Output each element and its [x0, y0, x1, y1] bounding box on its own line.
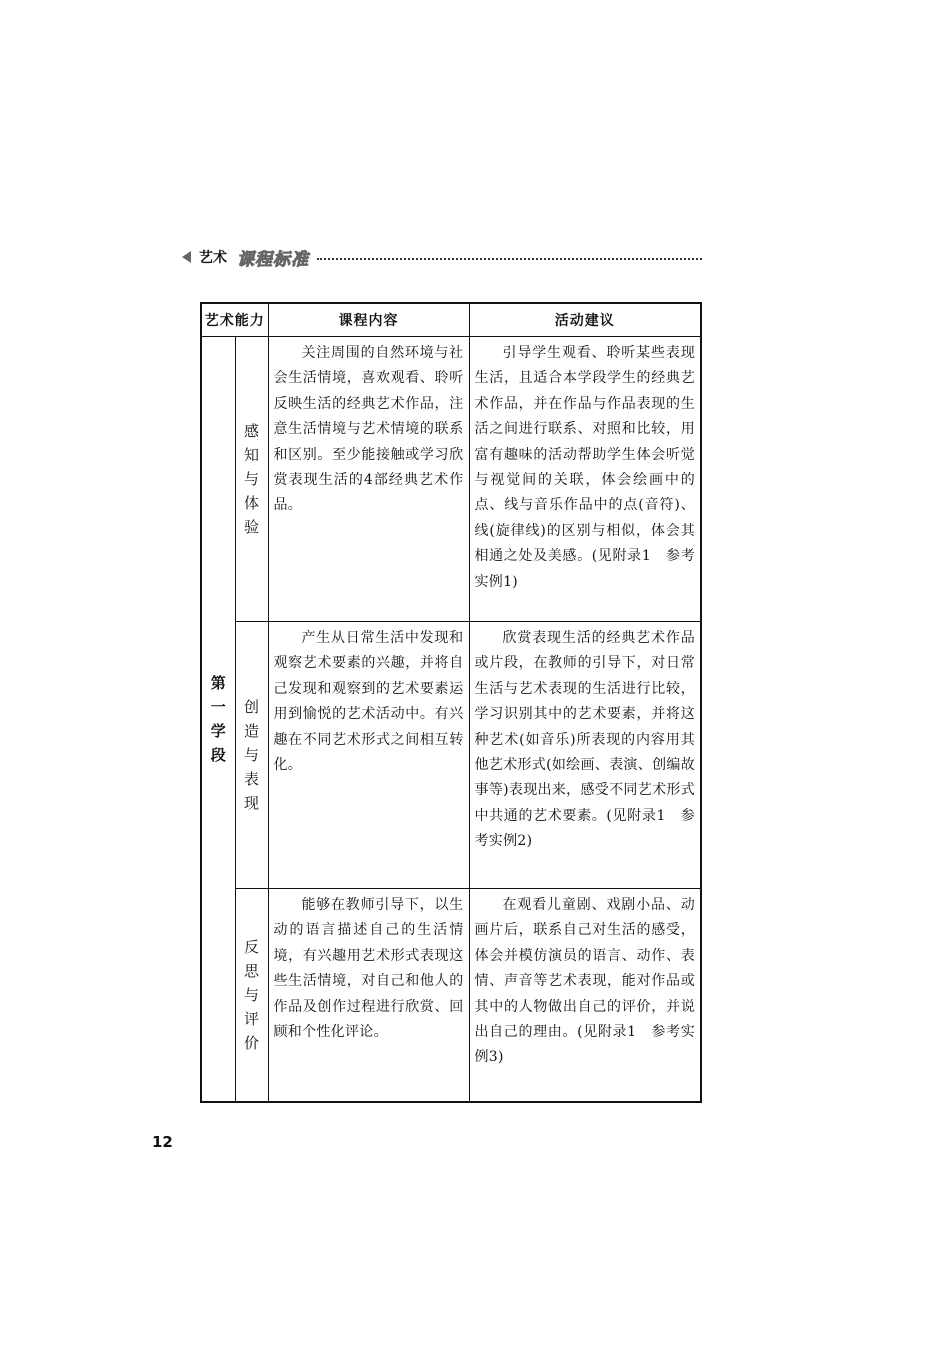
- running-header: [182, 246, 702, 268]
- suggestion-cell: 引导学生观看、聆听某些表现生活，且适合本学段学生的经典艺术作品，并在作品与作品表现的生活之间进行联系、对照和比较，用富有趣味的活动帮助学生体会听觉与视觉间的关联，体会绘画中的点、线与音乐作品中的点(音符)、线(旋律线)的区别与相似，体会其相通之处及美感。(见附录1 参考实例1): [469, 337, 701, 622]
- ability-cell: [235, 622, 268, 889]
- stage-cell: [201, 337, 235, 1102]
- content-cell: 关注周围的自然环境与社会生活情境，喜欢观看、聆听反映生活的经典艺术作品，注意生活情境与艺术情境的联系和区别。至少能接触或学习欣赏表现生活的4部经典艺术作品。: [268, 337, 469, 622]
- header-content: 课程内容: [268, 303, 469, 337]
- triangle-marker-icon: [182, 251, 191, 263]
- header-ability: 艺术能力: [201, 303, 268, 337]
- ability-label: 感知与体验: [243, 422, 259, 536]
- table-row: [201, 622, 701, 889]
- content-cell: 能够在教师引导下，以生动的语言描述自己的生活情境，有兴趣用艺术形式表现这些生活情境，对自己和他人的作品及创作过程进行欣赏、回顾和个性化评论。: [268, 889, 469, 1102]
- ability-cell: [235, 889, 268, 1102]
- header-title: 课程标准: [237, 249, 309, 270]
- page-number: 12: [152, 1133, 173, 1151]
- header-section: 艺术: [199, 250, 227, 266]
- table-row: [201, 889, 701, 1102]
- suggestion-cell: 在观看儿童剧、戏剧小品、动画片后，联系自己对生活的感受，体会并模仿演员的语言、动作、表情、声音等艺术表现，能对作品或其中的人物做出自己的评价，并说出自己的理由。(见附录1 参考实例3): [469, 889, 701, 1102]
- ability-label: 创造与表现: [243, 698, 259, 812]
- ability-cell: [235, 337, 268, 622]
- ability-label: 反思与评价: [243, 937, 259, 1052]
- table-header-row: [201, 303, 701, 337]
- stage-label: 第一学段: [210, 673, 226, 764]
- table-row: [201, 337, 701, 622]
- content-cell: 产生从日常生活中发现和观察艺术要素的兴趣，并将自己发现和观察到的艺术要素运用到愉悦的艺术活动中。有兴趣在不同艺术形式之间相互转化。: [268, 622, 469, 889]
- suggestion-cell: 欣赏表现生活的经典艺术作品或片段，在教师的引导下，对日常生活与艺术表现的生活进行比较，学习识别其中的艺术要素，并将这种艺术(如音乐)所表现的内容用其他艺术形式(如绘画、表演、创编故事等)表现出来，感受不同艺术形式中共通的艺术要素。(见附录1 参考实例2): [469, 622, 701, 889]
- header-suggestion: 活动建议: [469, 303, 701, 337]
- dotted-rule: [317, 258, 702, 260]
- curriculum-table: [200, 302, 702, 1103]
